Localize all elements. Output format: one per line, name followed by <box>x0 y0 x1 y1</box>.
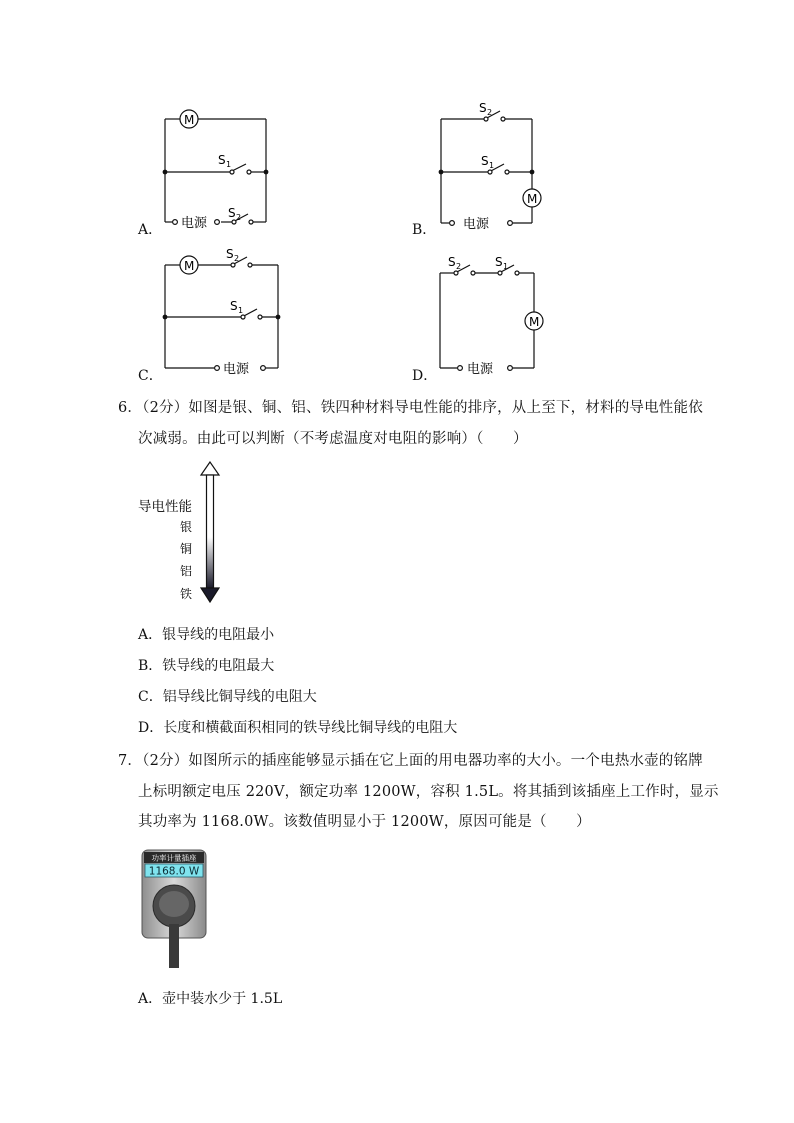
plug-cable <box>169 924 179 968</box>
q6-option-a[interactable]: A．银导线的电阻最小 <box>138 627 275 643</box>
option-b-label[interactable]: B． <box>412 222 437 238</box>
power-source-label: 电源 <box>223 362 250 377</box>
s2-label: S <box>448 255 456 269</box>
s1-subscript: 1 <box>489 161 495 170</box>
s2-subscript: 2 <box>234 254 240 263</box>
double-arrow-icon <box>201 462 219 602</box>
s2-subscript: 2 <box>487 108 493 117</box>
s1-label: S <box>218 153 226 167</box>
option-c-label[interactable]: C． <box>138 368 163 384</box>
s2-label: S <box>226 247 234 261</box>
motor-label: M <box>184 259 195 273</box>
socket-title: 功率计量插座 <box>151 853 197 863</box>
q6-option-c[interactable]: C．铝导线比铜导线的电阻大 <box>138 689 317 705</box>
s2-label: S <box>228 206 236 220</box>
question-6-text-line2: 次减弱。由此可以判断（不考虑温度对电阻的影响）（ ） <box>138 431 528 447</box>
s1-label: S <box>495 255 503 269</box>
material-silver: 银 <box>180 520 193 534</box>
power-source-label: 电源 <box>463 217 490 232</box>
socket-illustration <box>140 848 210 970</box>
s2-subscript: 2 <box>456 262 462 271</box>
conductivity-figure <box>130 455 240 615</box>
q6-option-b[interactable]: B．铁导线的电阻最大 <box>138 658 275 674</box>
power-meter-socket-image <box>140 848 210 970</box>
s1-label: S <box>481 154 489 168</box>
option-a-label[interactable]: A． <box>138 222 163 238</box>
material-copper: 铜 <box>180 542 193 556</box>
power-source-label: 电源 <box>181 216 208 231</box>
circuit-option-d <box>405 245 565 385</box>
material-aluminum: 铝 <box>180 564 193 578</box>
power-reading: 1168.0 W <box>148 865 200 878</box>
s1-subscript: 1 <box>226 160 232 169</box>
question-7-text-line3: 其功率为 1168.0W。该数值明显小于 1200W，原因可能是（ ） <box>138 814 591 830</box>
circuit-option-c <box>130 245 290 385</box>
s1-subscript: 1 <box>503 262 509 271</box>
axis-label: 导电性能 <box>138 499 192 515</box>
conductivity-arrow-diagram <box>130 455 240 615</box>
q6-option-d[interactable]: D．长度和横截面积相同的铁导线比铜导线的电阻大 <box>138 720 458 736</box>
q7-option-a[interactable]: A．壶中装水少于 1.5L <box>138 991 283 1007</box>
question-6-text-line1: 6．（2分）如图是银、铜、铝、铁四种材料导电性能的排序，从上至下，材料的导电性能依 <box>118 400 703 416</box>
motor-label: M <box>527 192 538 206</box>
option-d-label[interactable]: D． <box>412 368 438 384</box>
motor-label: M <box>184 113 195 127</box>
s2-subscript: 2 <box>236 213 242 222</box>
circuit-diagram-d <box>405 245 565 385</box>
s1-subscript: 1 <box>238 306 244 315</box>
s2-label: S <box>479 101 487 115</box>
power-source-label: 电源 <box>467 362 494 377</box>
material-iron: 铁 <box>180 587 193 601</box>
question-7-text-line2: 上标明额定电压 220V，额定功率 1200W，容积 1.5L。将其插到该插座上工作时，显示 <box>138 784 719 800</box>
question-7-text-line1: 7．（2分）如图所示的插座能够显示插在它上面的用电器功率的大小。一个电热水壶的铭牌 <box>118 753 703 769</box>
s1-label: S <box>230 299 238 313</box>
circuit-diagram-c <box>130 245 290 385</box>
motor-label: M <box>529 315 540 329</box>
